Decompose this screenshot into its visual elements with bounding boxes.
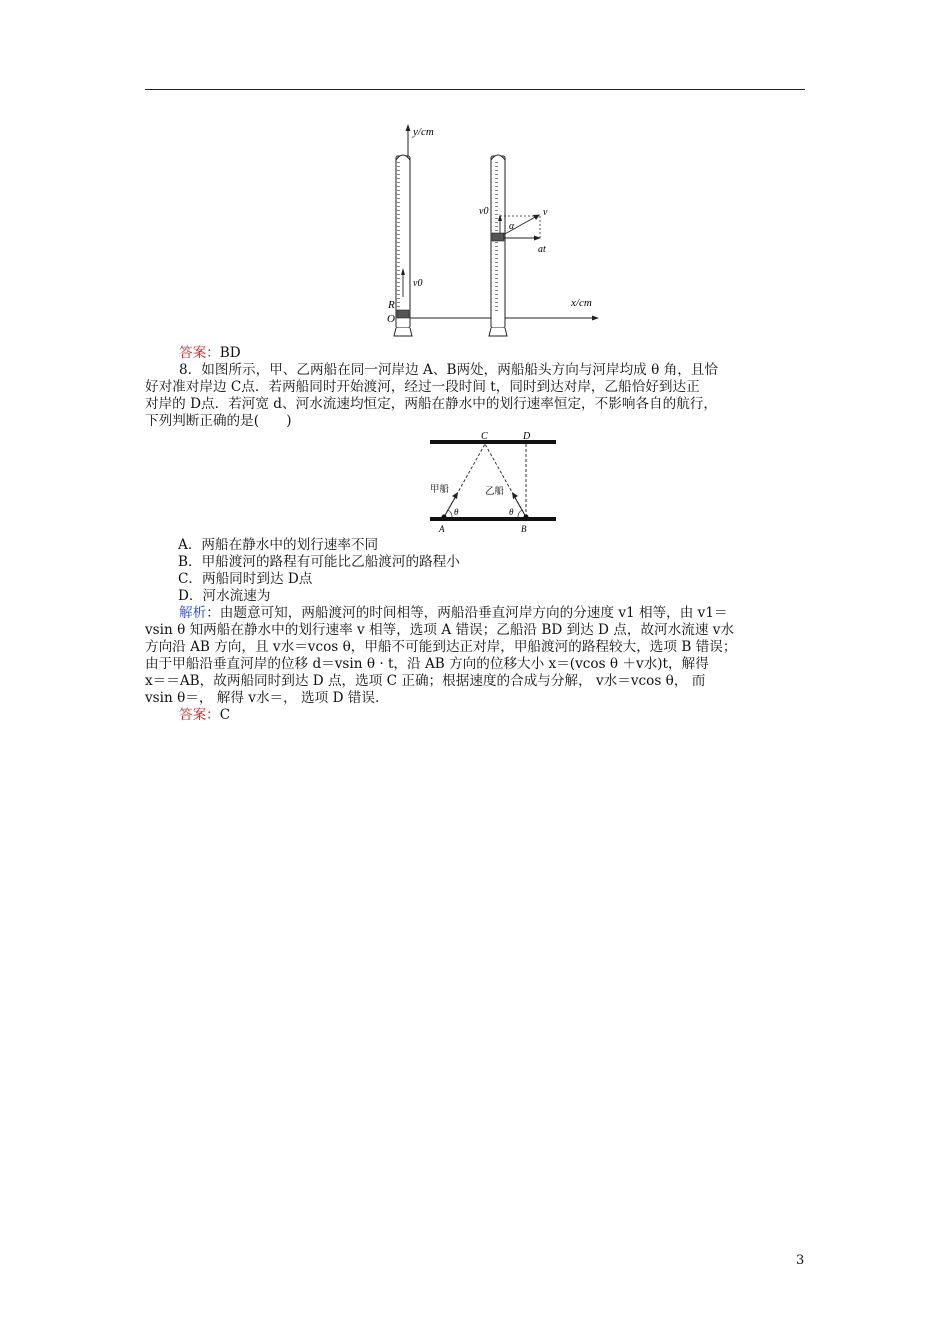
analysis-line-5: x＝＝AB，故两船同时到达 D 点，选项 C 正确；根据速度的合成与分解， v水＝vcos θ， 而: [145, 673, 706, 689]
label-jia-boat: 甲船: [430, 484, 450, 495]
q8-line-1: 8．如图所示，甲、乙两船在同一河岸边 A、B两处，两船船头方向与河岸均成 θ 角，且恰: [179, 362, 718, 378]
label-C: C: [481, 431, 488, 442]
label-theta-b: θ: [509, 507, 514, 517]
tube-motion-figure: [385, 122, 605, 340]
y-axis-label: y/cm: [413, 126, 434, 138]
label-theta-a: θ: [454, 507, 459, 517]
label-v: v: [543, 207, 548, 218]
river-crossing-figure: [425, 430, 565, 536]
analysis-label: 解析: [179, 605, 207, 621]
option-b: B．甲船渡河的路程有可能比乙船渡河的路程小: [178, 554, 460, 570]
answer-8-label: 答案：: [179, 707, 220, 723]
analysis-line-4: 由于甲船沿垂直河岸的位移 d＝vsin θ · t，沿 AB 方向的位移大小 x＝(vcos θ ＋v水)t，解得: [145, 656, 709, 672]
point-B: [524, 515, 529, 520]
far-bank: [430, 440, 556, 444]
label-O: O: [387, 313, 395, 325]
header-rule: [145, 89, 805, 90]
answer-7-label: 答案：: [179, 345, 220, 361]
label-R: R: [388, 299, 395, 311]
label-B: B: [521, 524, 527, 534]
analysis-line-2: vsin θ 知两船在静水中的划行速率 v 相等，选项 A 错误；乙船沿 BD 到达 D 点，故河水流速 v水: [145, 622, 735, 638]
q8-line-4: 下列判断正确的是( ): [145, 413, 292, 429]
point-A: [442, 515, 447, 520]
label-D: D: [523, 431, 531, 442]
label-v0-right: v0: [479, 206, 489, 217]
right-tube: [489, 155, 541, 336]
analysis-line-1: [145, 605, 839, 622]
option-c: C．两船同时到达 D点: [178, 571, 313, 587]
analysis-line-6: vsin θ＝， 解得 v水＝， 选项 D 错误.: [145, 690, 380, 706]
label-yi-boat: 乙船: [485, 486, 505, 497]
left-tube: [394, 155, 412, 336]
label-A: A: [439, 524, 445, 534]
x-axis-label: x/cm: [571, 297, 592, 309]
answer-7: [145, 345, 839, 362]
answer-8: [145, 707, 839, 724]
y-axis-arrow: [406, 124, 411, 131]
answer-8-value: C: [219, 707, 231, 723]
option-d: D．河水流速为: [178, 588, 271, 604]
option-a: A．两船在静水中的划行速率不同: [178, 537, 379, 553]
analysis-line-3: 方向沿 AB 方向，且 v水＝vcos θ，甲船不可能到达正对岸，甲船渡河的路程较大，选项 B 错误；: [145, 639, 737, 655]
label-alpha: α: [509, 221, 515, 232]
block-right: [492, 233, 504, 241]
page-number: 3: [796, 1253, 805, 1268]
label-v0-left: v0: [413, 278, 423, 289]
q8-line-2: 好对准对岸边 C点．若两船同时开始渡河，经过一段时间 t，同时到达对岸，乙船恰好到达正: [145, 379, 700, 395]
label-at: at: [538, 244, 546, 255]
q8-line-3: 对岸的 D点．若河宽 d、河水流速均恒定，两船在静水中的划行速率恒定，不影响各自的航行，: [145, 396, 717, 412]
analysis-text-1: ：由题意可知，两船渡河的时间相等，两船沿垂直河岸方向的分速度 v1 相等，由 v1＝: [206, 605, 728, 621]
red-block-R: [397, 310, 409, 318]
near-bank: [430, 517, 556, 521]
answer-7-value: BD: [219, 345, 241, 361]
x-axis-arrow: [592, 316, 599, 321]
